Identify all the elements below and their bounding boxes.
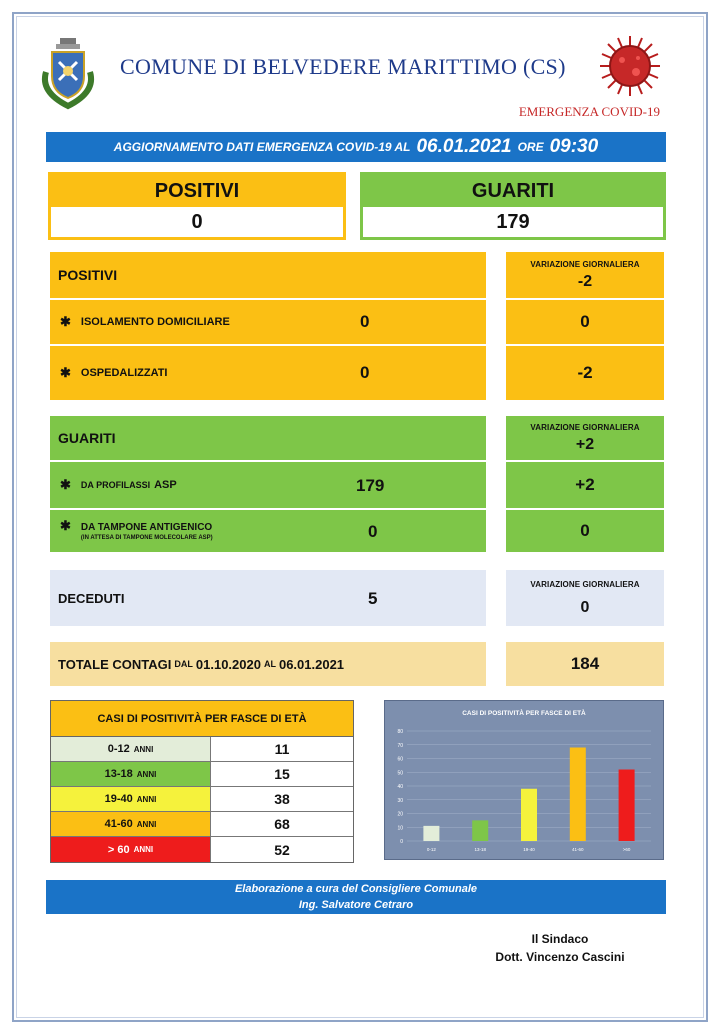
age-range-label: > 60 — [107, 843, 130, 856]
chart-bar — [521, 789, 537, 841]
age-range-cell — [51, 837, 211, 862]
tampone-variation: 0 — [506, 510, 664, 552]
tampone-sublabel: (IN ATTESA DI TAMPONE MOLECOLARE ASP) — [80, 534, 213, 541]
isolamento-label: ISOLAMENTO DOMICILIARE — [80, 316, 230, 328]
deceduti-label: DECEDUTI — [58, 590, 125, 606]
age-unit: ANNI — [136, 819, 157, 829]
totale-from: 01.10.2020 — [195, 656, 261, 672]
guariti-summary-box — [360, 172, 666, 240]
y-tick-label: 40 — [397, 784, 403, 790]
profilassi-variation: +2 — [506, 462, 664, 508]
banner-time-label: ORE — [517, 140, 544, 154]
isolamento-row — [50, 300, 486, 344]
positivi-section-title — [50, 252, 486, 298]
deceduti-variation: 0 — [580, 598, 590, 616]
age-unit: ANNI — [136, 769, 157, 779]
signature-role: Il Sindaco — [531, 932, 589, 946]
y-tick-label: 60 — [397, 756, 403, 763]
x-tick-label: 13-18 — [474, 847, 486, 852]
age-range-label: 13-18 — [104, 768, 133, 780]
tampone-value: 0 — [368, 522, 378, 541]
age-range-label: 41-60 — [104, 818, 133, 830]
y-tick-label: 80 — [397, 729, 403, 735]
chart-bar — [472, 820, 488, 841]
totale-row — [50, 642, 486, 686]
y-tick-label: 0 — [400, 839, 403, 845]
guariti-section-label: GUARITI — [58, 430, 116, 446]
positivi-summary-value: 0 — [51, 207, 343, 237]
table-row — [51, 737, 353, 762]
age-value: 15 — [211, 762, 353, 786]
chart-bar — [423, 826, 439, 841]
y-tick-label: 30 — [397, 797, 403, 804]
asterisk-icon: ✱ — [60, 365, 71, 380]
y-tick-label: 50 — [397, 770, 403, 777]
totale-al: AL — [263, 659, 276, 669]
age-range-label: 19-40 — [104, 793, 133, 805]
footer-line2: Ing. Salvatore Cetraro — [298, 899, 414, 911]
update-banner — [46, 132, 666, 162]
ospedalizzati-row — [50, 346, 486, 400]
age-range-label: 0-12 — [107, 743, 130, 755]
table-row — [51, 837, 353, 862]
guariti-variation-header — [506, 416, 664, 460]
ospedalizzati-value: 0 — [360, 363, 370, 382]
guariti-section-title — [50, 416, 486, 460]
age-value: 52 — [211, 837, 353, 862]
positivi-section-label: POSITIVI — [58, 267, 118, 283]
variation-label: VARIAZIONE GIORNALIERA — [530, 422, 640, 432]
guariti-summary-label: GUARITI — [471, 179, 555, 202]
age-range-cell — [51, 737, 211, 761]
emergency-label: EMERGENZA COVID-19 — [518, 104, 660, 119]
totale-to: 06.01.2021 — [278, 656, 345, 672]
y-tick-label: 20 — [397, 811, 403, 818]
ospedalizzati-label: OSPEDALIZZATI — [80, 367, 168, 379]
deceduti-variation-box — [506, 570, 664, 626]
variation-label: VARIAZIONE GIORNALIERA — [530, 259, 640, 269]
banner-prefix: AGGIORNAMENTO DATI EMERGENZA COVID-19 AL — [113, 140, 411, 154]
x-tick-label: 0-12 — [426, 847, 436, 852]
guariti-summary-value: 179 — [363, 207, 663, 237]
profilassi-label-big: ASP — [154, 479, 177, 491]
table-row — [51, 812, 353, 837]
asterisk-icon: ✱ — [60, 477, 71, 492]
totale-value: 184 — [506, 642, 664, 686]
isolamento-variation: 0 — [506, 300, 664, 344]
age-range-cell — [51, 787, 211, 811]
footer-banner — [46, 880, 666, 914]
chart-bar — [619, 770, 635, 842]
coronavirus-icon — [598, 34, 662, 98]
guariti-variation-total: +2 — [575, 435, 595, 453]
x-tick-label: 19-40 — [523, 847, 535, 852]
age-table-title: CASI DI POSITIVITÀ PER FASCE DI ETÀ — [51, 701, 353, 737]
tampone-label-group — [81, 522, 213, 541]
age-group-table — [50, 700, 354, 863]
age-value: 11 — [211, 737, 353, 761]
deceduti-value: 5 — [368, 589, 378, 608]
positivi-variation-header — [506, 252, 664, 298]
footer-line1: Elaborazione a cura del Consigliere Comunale — [234, 883, 478, 895]
age-range-cell — [51, 812, 211, 836]
signature-block — [440, 930, 680, 966]
municipality-title: COMUNE DI BELVEDERE MARITTIMO (CS) — [120, 54, 566, 79]
x-tick-label: 41-60 — [572, 847, 584, 852]
profilassi-value: 179 — [356, 476, 385, 495]
table-row — [51, 787, 353, 812]
asterisk-icon: ✱ — [60, 518, 71, 533]
tampone-label: DA TAMPONE ANTIGENICO — [80, 521, 213, 533]
asterisk-icon: ✱ — [60, 314, 71, 329]
x-tick-label: >60 — [622, 847, 631, 852]
positivi-summary-label: POSITIVI — [154, 179, 240, 202]
variation-label: VARIAZIONE GIORNALIERA — [530, 579, 640, 589]
chart-title: CASI DI POSITIVITÀ PER FASCE DI ETÀ — [462, 710, 586, 717]
age-unit: ANNI — [133, 845, 154, 854]
totale-label: TOTALE CONTAGI — [58, 656, 172, 672]
totale-dal: DAL — [174, 659, 193, 669]
positivi-summary-box — [48, 172, 346, 240]
age-value: 68 — [211, 812, 353, 836]
age-value: 38 — [211, 787, 353, 811]
chart-bar — [570, 748, 586, 842]
age-range-cell — [51, 762, 211, 786]
banner-date: 06.01.2021 — [416, 136, 512, 157]
tampone-row — [50, 510, 486, 552]
deceduti-row — [50, 570, 486, 626]
table-row — [51, 762, 353, 787]
profilassi-row — [50, 462, 486, 508]
age-unit: ANNI — [133, 744, 154, 754]
age-unit: ANNI — [136, 794, 157, 804]
municipal-crest-logo — [32, 36, 104, 110]
y-tick-label: 10 — [397, 825, 403, 832]
age-group-chart — [384, 700, 664, 860]
ospedalizzati-variation: -2 — [506, 346, 664, 400]
y-tick-label: 70 — [397, 742, 403, 749]
signature-name: Dott. Vincenzo Cascini — [495, 950, 625, 964]
chart-svg — [385, 701, 663, 859]
profilassi-label-small: DA PROFILASSI — [80, 480, 151, 490]
banner-time: 09:30 — [549, 136, 599, 157]
isolamento-value: 0 — [360, 312, 370, 331]
positivi-variation-total: -2 — [577, 272, 593, 290]
